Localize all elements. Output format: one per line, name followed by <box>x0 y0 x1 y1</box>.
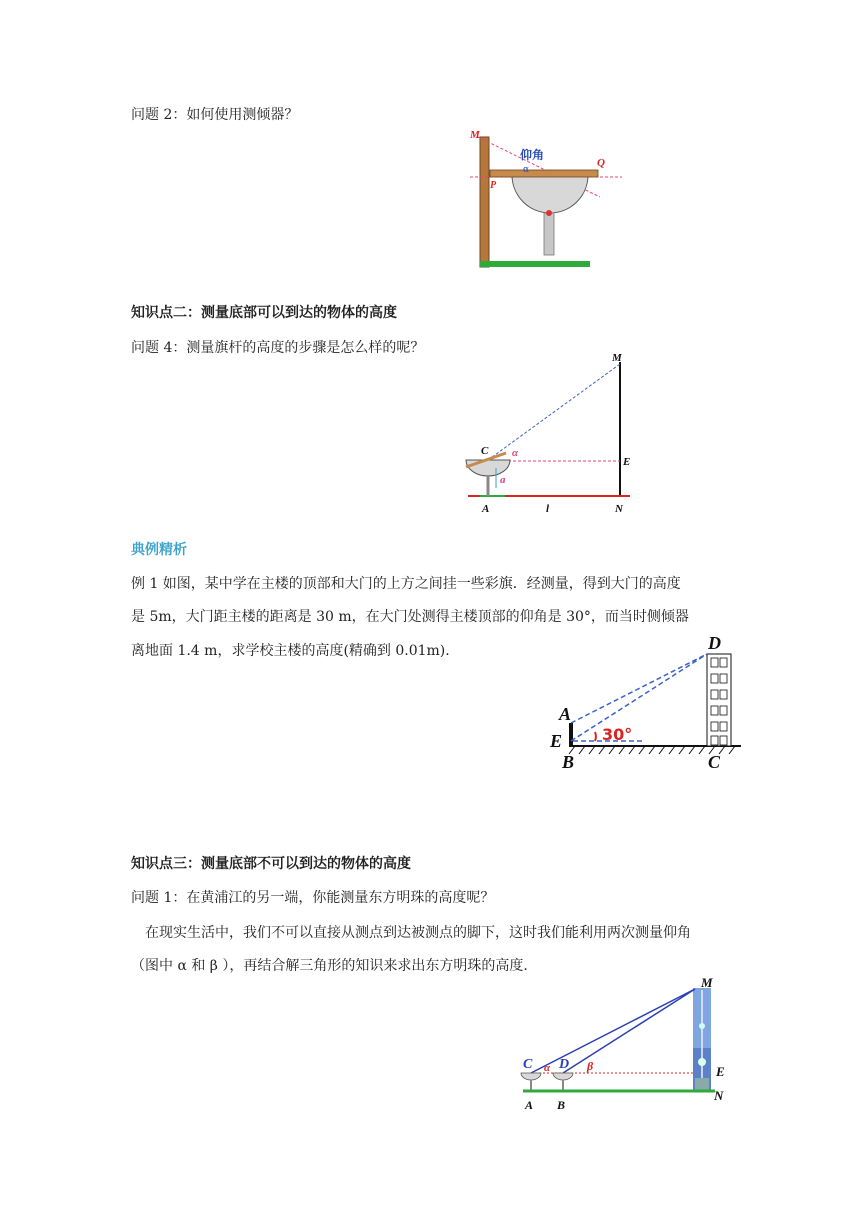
knowledge-point-3-title: 知识点三：测量底部不可以到达的物体的高度 <box>131 856 411 872</box>
fig1-label-q: Q <box>597 157 605 169</box>
fig4-label-alpha: α <box>544 1062 551 1074</box>
fig2-label-a: A <box>482 503 490 515</box>
fig3-label-c: C <box>708 752 721 772</box>
example-1-line-2: 是 5m，大门距主楼的距离是 30 m，在大门处测得主楼顶部的仰角是 30°，而当时侧倾器 <box>131 609 689 625</box>
fig3-label-angle: 30° <box>602 725 633 744</box>
fig1-label-elevation: 仰角 <box>520 148 545 162</box>
example-1-line-3: 离地面 1.4 m，求学校主楼的高度(精确到 0.01m). <box>131 643 450 659</box>
paragraph-line-2: （图中 α 和 β ），再结合解三角形的知识来求出东方明珠的高度. <box>131 958 528 974</box>
knowledge-point-2-title: 知识点二：测量底部可以到达的物体的高度 <box>131 305 397 321</box>
fig4-label-b: B <box>557 1098 566 1112</box>
question-1: 问题 1：在黄浦江的另一端，你能测量东方明珠的高度呢？ <box>131 890 495 906</box>
tower-figure <box>515 970 735 1115</box>
fig1-label-p: P <box>490 180 497 191</box>
fig2-label-c: C <box>481 445 489 457</box>
building-figure <box>545 628 745 773</box>
fig1-label-m: M <box>470 129 480 141</box>
fig4-label-a: A <box>525 1098 534 1112</box>
fig2-label-e: E <box>623 456 631 468</box>
fig4-label-m: M <box>701 975 713 990</box>
fig4-label-n: N <box>714 1088 724 1103</box>
question-4: 问题 4：测量旗杆的高度的步骤是怎么样的呢？ <box>131 340 425 356</box>
fig3-label-d: D <box>708 633 721 653</box>
fig4-label-e: E <box>716 1064 725 1079</box>
fig4-label-d: D <box>559 1057 570 1072</box>
question-2: 问题 2：如何使用测倾器？ <box>131 107 299 123</box>
fig3-label-a: A <box>559 704 572 724</box>
fig2-label-n: N <box>615 503 623 515</box>
example-header: 典例精析 <box>131 542 187 558</box>
fig3-label-e: E <box>550 731 563 751</box>
fig2-label-l: l <box>546 503 550 515</box>
inclinometer-figure <box>460 125 630 275</box>
flagpole-figure <box>460 350 640 520</box>
fig2-label-alpha: α <box>512 447 519 459</box>
paragraph-line-1: 在现实生活中，我们不可以直接从测点到达被测点的脚下，这时我们能利用两次测量仰角 <box>145 925 691 941</box>
fig3-label-b: B <box>562 752 575 772</box>
fig2-label-m: M <box>612 352 622 364</box>
fig4-label-beta: β <box>587 1059 594 1073</box>
fig1-label-alpha: α <box>523 165 530 175</box>
fig4-label-c: C <box>523 1057 533 1072</box>
example-1-line-1: 例 1 如图，某中学在主楼的顶部和大门的上方之间挂一些彩旗．经测量，得到大门的高度 <box>131 576 681 592</box>
fig2-label-a-small: a <box>500 474 506 486</box>
